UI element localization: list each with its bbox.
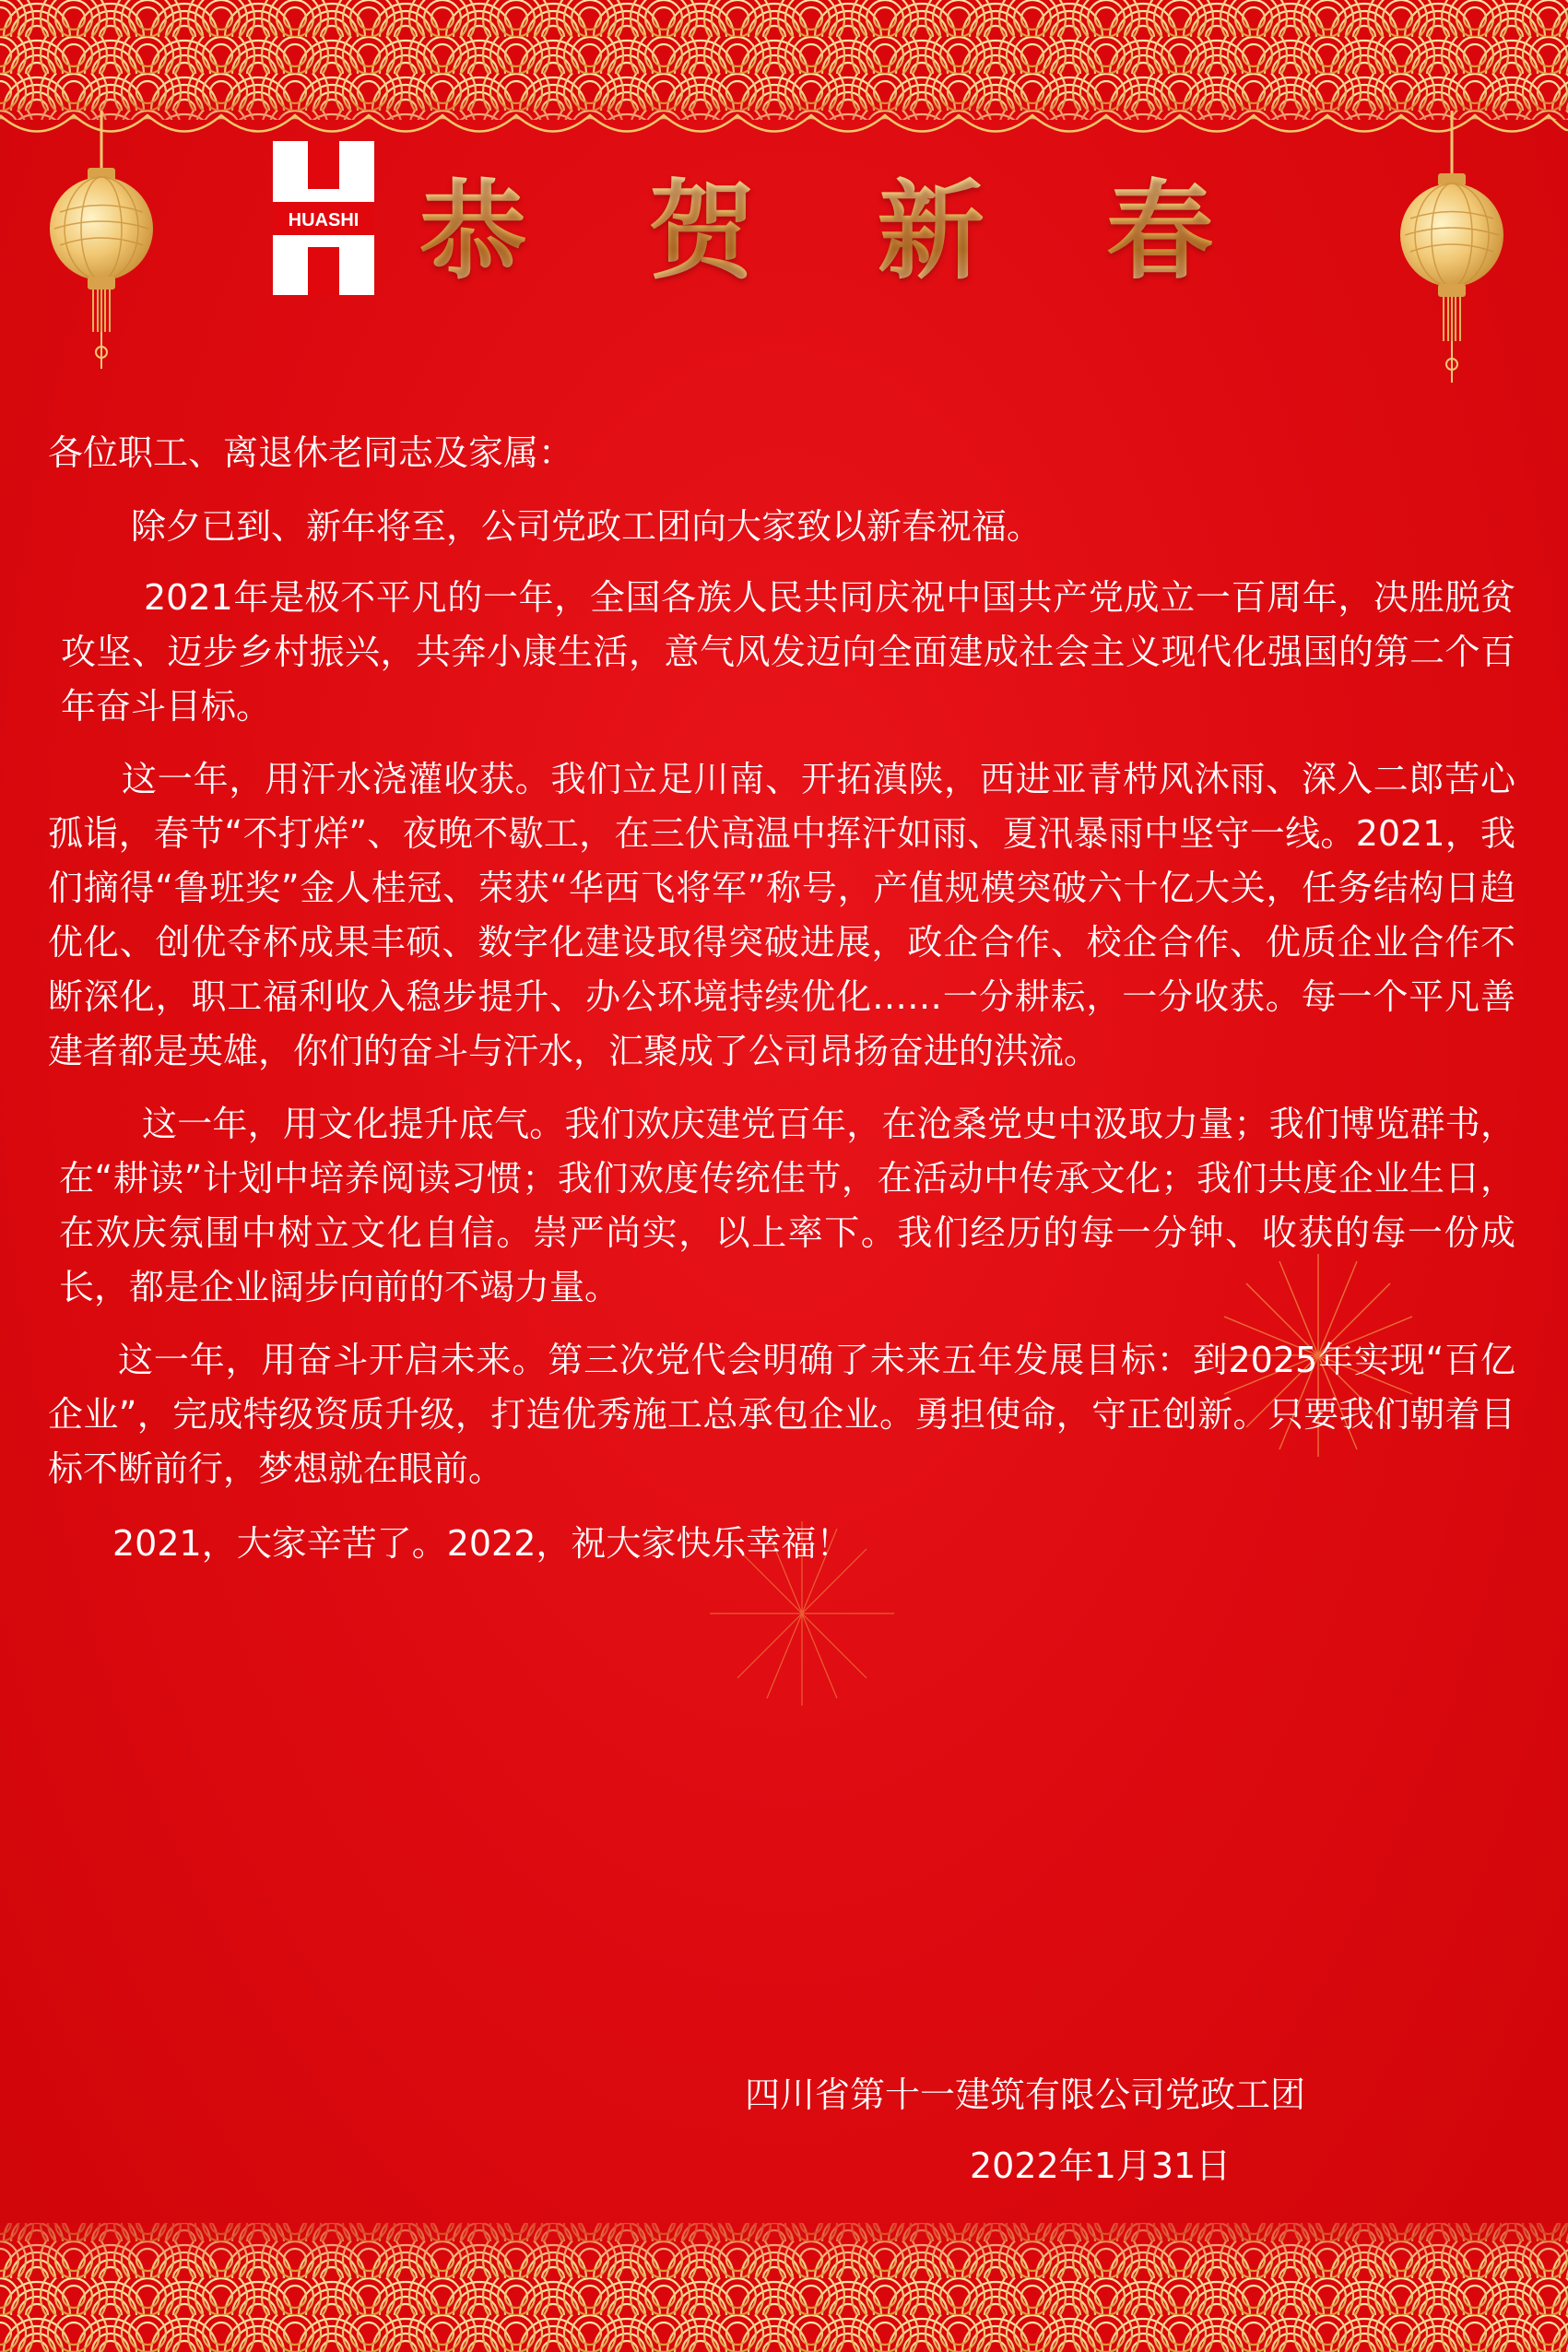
left-lantern-icon [41,111,161,373]
paragraph-culture: 这一年，用文化提升底气。我们欢庆建党百年，在沧桑党史中汲取力量；我们博览群书，在“耕读”计划中培养阅读习惯；我们欢度传统佳节，在活动中传承文化；我们共度企业生日，在欢庆氛围中树立文化自信。崇严尚实，以上率下。我们经历的每一分钟、收获的每一份成长，都是企业阔步向前的不竭力量。 [59,1104,1515,1307]
top-wave-pattern [0,0,1568,161]
paragraph-future: 这一年，用奋斗开启未来。第三次党代会明确了未来五年发展目标：到2025年实现“百亿企业”，完成特级资质升级，打造优秀施工总承包企业。勇担使命，守正创新。只要我们朝着目标不断前行，梦想就在眼前。 [48,1340,1515,1489]
letter-body [48,500,1515,1571]
paragraph-achievements: 这一年，用汗水浇灌收获。我们立足川南、开拓滇陕，西进亚青栉风沐雨、深入二郎苦心孤诣，春节“不打烊”、夜晚不歇工，在三伏高温中挥汗如雨、夏汛暴雨中坚守一线。2021，我们摘得“鲁班奖”金人桂冠、荣获“华西飞将军”称号，产值规模突破六十亿大关，任务结构日趋优化、创优夺杯成果丰硕、数字化建设取得突破进展，政企合作、校企合作、优质企业合作不断深化，职工福利收入稳步提升、办公环境持续优化……一分耕耘，一分收获。每一个平凡善建者都是英雄，你们的奋斗与汗水，汇聚成了公司昂扬奋进的洪流。 [48,759,1515,1071]
right-lantern-icon [1392,111,1512,387]
paragraph-2021-review: 2021年是极不平凡的一年，全国各族人民共同庆祝中国共产党成立一百周年，决胜脱贫攻坚、迈步乡村振兴，共奔小康生活，意气风发迈向全面建成社会主义现代化强国的第二个百年奋斗目标。 [61,577,1515,727]
paragraph-closing: 2021，大家辛苦了。2022，祝大家快乐幸福！ [112,1523,852,1564]
logo-text: HUASHI [288,210,360,230]
paragraph-greeting: 除夕已到、新年将至，公司党政工团向大家致以新春祝福。 [131,506,1043,547]
signature: 四川省第十一建筑有限公司党政工团 [745,2074,1306,2115]
page-title: 恭 贺 新 春 [419,146,1256,284]
huashi-logo [273,141,374,295]
signature-date: 2022年1月31日 [970,2145,1232,2186]
bottom-wave-pattern [0,2204,1568,2352]
salutation: 各位职工、离退休老同志及家属： [48,432,574,473]
